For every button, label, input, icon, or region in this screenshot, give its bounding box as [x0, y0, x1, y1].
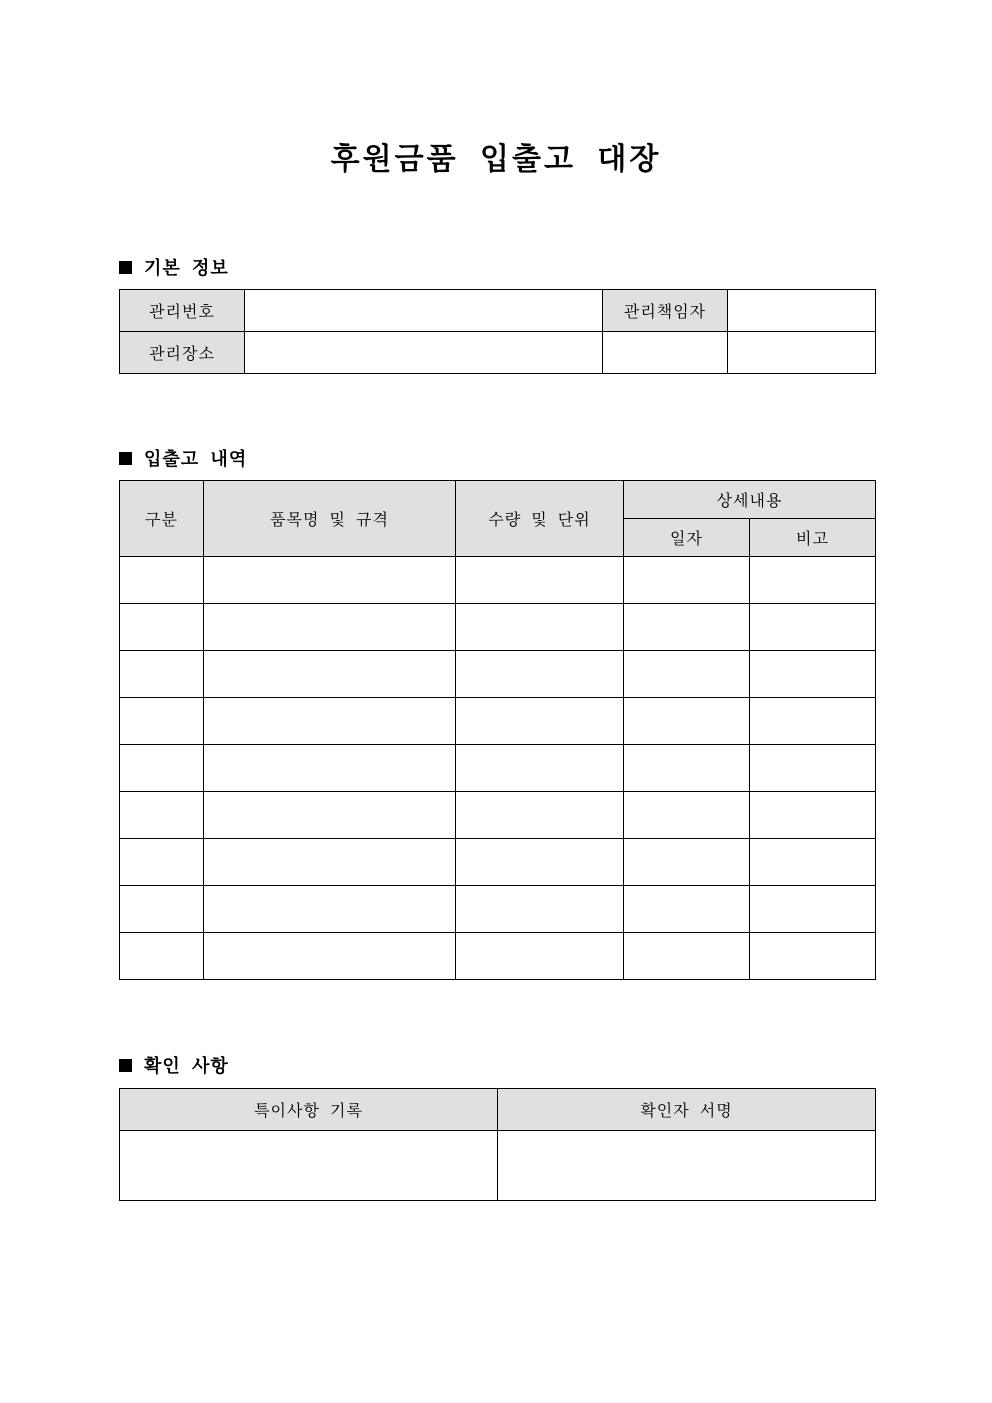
- ledger-cell-category[interactable]: [120, 745, 204, 792]
- confirm-table: [119, 1088, 876, 1201]
- square-bullet-icon: [119, 452, 132, 465]
- ledger-cell-date[interactable]: [624, 839, 750, 886]
- ledger-cell-remarks[interactable]: [750, 745, 876, 792]
- col-header-date: 일자: [624, 519, 750, 557]
- ledger-cell-item[interactable]: [204, 698, 456, 745]
- ledger-cell-quantity[interactable]: [456, 839, 624, 886]
- ledger-cell-quantity[interactable]: [456, 745, 624, 792]
- col-header-quantity: 수량 및 단위: [456, 481, 624, 557]
- ledger-cell-category[interactable]: [120, 839, 204, 886]
- ledger-cell-remarks[interactable]: [750, 886, 876, 933]
- table-row: [120, 698, 876, 745]
- basic-info-table: [119, 289, 876, 374]
- blank-cell[interactable]: [603, 332, 728, 374]
- col-header-category: 구분: [120, 481, 204, 557]
- ledger-cell-remarks[interactable]: [750, 933, 876, 980]
- page-title: 후원금품 입출고 대장: [330, 142, 662, 177]
- table-row: [120, 651, 876, 698]
- col-header-remarks: 비고: [750, 519, 876, 557]
- ledger-cell-item[interactable]: [204, 886, 456, 933]
- ledger-cell-category[interactable]: [120, 557, 204, 604]
- ledger-table: [119, 480, 876, 980]
- ledger-cell-remarks[interactable]: [750, 604, 876, 651]
- ledger-cell-item[interactable]: [204, 557, 456, 604]
- ledger-cell-item[interactable]: [204, 745, 456, 792]
- location-field[interactable]: [245, 332, 603, 374]
- signature-field[interactable]: [498, 1131, 876, 1201]
- mgmt-no-label: 관리번호: [120, 290, 245, 332]
- mgmt-no-field[interactable]: [245, 290, 603, 332]
- ledger-cell-category[interactable]: [120, 698, 204, 745]
- ledger-cell-date[interactable]: [624, 933, 750, 980]
- ledger-cell-remarks[interactable]: [750, 839, 876, 886]
- section-basic-heading-text: 기본 정보: [144, 258, 229, 279]
- ledger-cell-date[interactable]: [624, 745, 750, 792]
- ledger-cell-item[interactable]: [204, 933, 456, 980]
- ledger-cell-date[interactable]: [624, 604, 750, 651]
- square-bullet-icon: [119, 261, 132, 274]
- ledger-cell-quantity[interactable]: [456, 933, 624, 980]
- manager-label: 관리책임자: [603, 290, 728, 332]
- ledger-cell-item[interactable]: [204, 651, 456, 698]
- notes-field[interactable]: [120, 1131, 498, 1201]
- ledger-cell-quantity[interactable]: [456, 886, 624, 933]
- table-row: [120, 839, 876, 886]
- ledger-cell-quantity[interactable]: [456, 792, 624, 839]
- manager-field[interactable]: [728, 290, 876, 332]
- col-header-detail: 상세내용: [624, 481, 876, 519]
- ledger-cell-remarks[interactable]: [750, 792, 876, 839]
- table-row: [120, 792, 876, 839]
- section-confirm-heading-text: 확인 사항: [144, 1056, 229, 1077]
- blank-cell[interactable]: [728, 332, 876, 374]
- notes-label: 특이사항 기록: [120, 1089, 498, 1131]
- ledger-cell-category[interactable]: [120, 604, 204, 651]
- ledger-cell-quantity[interactable]: [456, 604, 624, 651]
- ledger-cell-category[interactable]: [120, 651, 204, 698]
- ledger-cell-remarks[interactable]: [750, 698, 876, 745]
- ledger-cell-item[interactable]: [204, 839, 456, 886]
- table-row: [120, 933, 876, 980]
- ledger-cell-item[interactable]: [204, 604, 456, 651]
- table-row: [120, 886, 876, 933]
- section-ledger-heading: [119, 445, 247, 471]
- ledger-cell-remarks[interactable]: [750, 651, 876, 698]
- location-label: 관리장소: [120, 332, 245, 374]
- table-row: [120, 604, 876, 651]
- section-confirm-heading: [119, 1052, 229, 1078]
- col-header-item: 품목명 및 규격: [204, 481, 456, 557]
- ledger-cell-date[interactable]: [624, 886, 750, 933]
- ledger-cell-category[interactable]: [120, 933, 204, 980]
- signature-label: 확인자 서명: [498, 1089, 876, 1131]
- ledger-cell-date[interactable]: [624, 698, 750, 745]
- table-row: [120, 557, 876, 604]
- ledger-cell-date[interactable]: [624, 792, 750, 839]
- ledger-cell-item[interactable]: [204, 792, 456, 839]
- square-bullet-icon: [119, 1059, 132, 1072]
- ledger-cell-remarks[interactable]: [750, 557, 876, 604]
- ledger-cell-date[interactable]: [624, 557, 750, 604]
- ledger-cell-category[interactable]: [120, 886, 204, 933]
- ledger-cell-date[interactable]: [624, 651, 750, 698]
- ledger-cell-quantity[interactable]: [456, 698, 624, 745]
- ledger-cell-quantity[interactable]: [456, 651, 624, 698]
- ledger-body: [120, 557, 876, 980]
- section-basic-heading: [119, 254, 229, 280]
- ledger-cell-quantity[interactable]: [456, 557, 624, 604]
- ledger-cell-category[interactable]: [120, 792, 204, 839]
- table-row: [120, 745, 876, 792]
- section-ledger-heading-text: 입출고 내역: [144, 449, 248, 470]
